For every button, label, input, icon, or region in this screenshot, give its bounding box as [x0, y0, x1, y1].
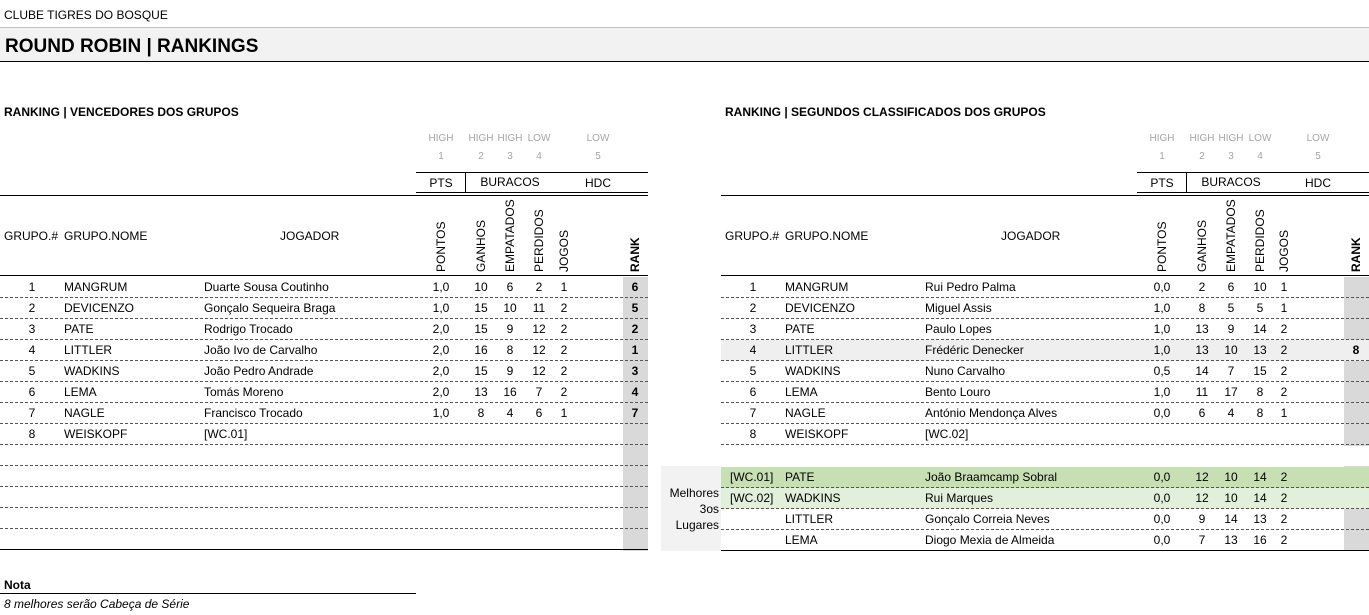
perdidos: 12: [532, 343, 546, 357]
left-group-header-top: [416, 172, 648, 173]
left-criterion-dir: LOW: [586, 133, 610, 144]
grupo-num: 2: [749, 301, 757, 315]
jogador: Tomás Moreno: [204, 385, 284, 399]
right-criterion-dir: HIGH: [1218, 133, 1244, 144]
jogos: 2: [1280, 343, 1288, 357]
wildcard-label-line3: Lugares: [675, 518, 719, 532]
left-table-row: [0, 361, 648, 382]
pontos: 1,0: [432, 280, 450, 294]
ganhos: 15: [474, 301, 488, 315]
empatados: 13: [1224, 533, 1238, 547]
right-buracos-group: BURACOS: [1201, 175, 1261, 189]
perdidos: 7: [535, 385, 543, 399]
right-criterion-num: 2: [1199, 151, 1205, 162]
right-table-row: [721, 361, 1369, 382]
right-group-header-bottom: [1137, 192, 1369, 193]
rank: 4: [631, 385, 639, 399]
left-criterion-num: 5: [595, 151, 601, 162]
wildcard-label-line1: Melhores: [669, 486, 719, 500]
left-criterion-num: 2: [478, 151, 484, 162]
grupo-nome: NAGLE: [64, 406, 105, 420]
jogador: João Braamcamp Sobral: [925, 470, 1058, 484]
pontos: 2,0: [432, 364, 450, 378]
jogos: 2: [560, 364, 568, 378]
left-table-row: [0, 298, 648, 319]
jogos: 1: [1280, 301, 1288, 315]
perdidos: 10: [1253, 280, 1267, 294]
ganhos: 13: [1195, 343, 1209, 357]
perdidos: 13: [1253, 343, 1267, 357]
right-header-grupo-nome: GRUPO.NOME: [785, 229, 869, 243]
right-table-row: [721, 277, 1369, 298]
left-hdc-group: HDC: [585, 176, 611, 190]
grupo-nome: LEMA: [785, 533, 818, 547]
right-criterion-num: 1: [1159, 151, 1165, 162]
right-table-row: [721, 319, 1369, 340]
left-criterion-num: 1: [438, 151, 444, 162]
club-name: CLUBE TIGRES DO BOSQUE: [4, 8, 168, 22]
right-header-bottom-line: [721, 275, 1369, 276]
jogos: 2: [560, 301, 568, 315]
right-header-jogador: JOGADOR: [1001, 229, 1061, 243]
grupo-nome: PATE: [785, 470, 815, 484]
right-criterion-dir: HIGH: [1149, 133, 1175, 144]
ganhos: 9: [1198, 512, 1206, 526]
jogador: João Ivo de Carvalho: [204, 343, 318, 357]
pontos: 0,0: [1153, 533, 1171, 547]
jogos: 2: [560, 343, 568, 357]
jogos: 2: [1280, 322, 1288, 336]
pontos: 1,0: [1153, 301, 1171, 315]
grupo-num: 1: [749, 280, 757, 294]
jogos: 1: [560, 280, 568, 294]
perdidos: 14: [1253, 322, 1267, 336]
right-header-grupo-num: GRUPO.#: [725, 229, 780, 243]
right-criterion-num: 4: [1257, 151, 1263, 162]
perdidos: 14: [1253, 470, 1267, 484]
jogos: 1: [1280, 280, 1288, 294]
right-header-empatados: EMPATADOS: [1224, 199, 1238, 272]
left-header-perdidos: PERDIDOS: [532, 209, 546, 272]
perdidos: 12: [532, 364, 546, 378]
left-criterion-dir: LOW: [527, 133, 551, 144]
grupo-num: 8: [28, 427, 36, 441]
pontos: 1,0: [1153, 322, 1171, 336]
grupo-num: 7: [749, 406, 757, 420]
left-header-rank: RANK: [628, 237, 642, 272]
jogador: Bento Louro: [925, 385, 991, 399]
ganhos: 2: [1198, 280, 1206, 294]
grupo-num: 8: [749, 427, 757, 441]
grupo-num: 6: [28, 385, 36, 399]
grupo-nome: WADKINS: [785, 364, 841, 378]
empatados: 4: [1227, 406, 1235, 420]
ganhos: 12: [1195, 491, 1209, 505]
rank: 8: [1352, 343, 1360, 357]
grupo-num: 4: [749, 343, 757, 357]
ganhos: 6: [1198, 406, 1206, 420]
empatados: 10: [1224, 470, 1238, 484]
left-table-row: [0, 277, 648, 298]
left-criterion-num: 3: [507, 151, 513, 162]
jogador: [WC.01]: [204, 427, 248, 441]
right-header-ganhos: GANHOS: [1195, 219, 1209, 272]
grupo-num: 6: [749, 385, 757, 399]
left-buracos-group: BURACOS: [480, 175, 540, 189]
jogos: 2: [1280, 385, 1288, 399]
note-text: 8 melhores serão Cabeça de Série: [4, 597, 190, 611]
jogador: Gonçalo Correia Neves: [925, 512, 1050, 526]
jogador: Gonçalo Sequeira Braga: [204, 301, 336, 315]
perdidos: 8: [1256, 385, 1264, 399]
pontos: 1,0: [1153, 385, 1171, 399]
empatados: 9: [506, 322, 514, 336]
wildcard-row: [721, 467, 1369, 488]
grupo-num: 1: [28, 280, 36, 294]
page-title: ROUND ROBIN | RANKINGS: [5, 36, 259, 57]
left-header-ganhos: GANHOS: [474, 219, 488, 272]
pontos: 2,0: [432, 322, 450, 336]
grupo-nome: NAGLE: [785, 406, 826, 420]
jogos: 2: [1280, 470, 1288, 484]
rank: 2: [631, 322, 639, 336]
ganhos: 10: [474, 280, 488, 294]
grupo-num: 3: [749, 322, 757, 336]
grupo-nome: PATE: [785, 322, 815, 336]
left-header-bottom-line: [0, 275, 648, 276]
perdidos: 14: [1253, 491, 1267, 505]
right-section-title: RANKING | SEGUNDOS CLASSIFICADOS DOS GRUPOS: [725, 105, 1046, 119]
right-header-top-line: [721, 195, 1369, 196]
ganhos: 12: [1195, 470, 1209, 484]
left-header-top-line: [0, 195, 648, 196]
right-criterion-dir: HIGH: [1189, 133, 1215, 144]
jogador: Paulo Lopes: [925, 322, 992, 336]
ganhos: 15: [474, 322, 488, 336]
jogos: 2: [560, 385, 568, 399]
right-hdc-group: HDC: [1305, 176, 1331, 190]
right-criterion-dir: LOW: [1306, 133, 1330, 144]
grupo-nome: MANGRUM: [785, 280, 849, 294]
grupo-num: 7: [28, 406, 36, 420]
left-header-jogos: JOGOS: [557, 229, 571, 272]
jogador: Miguel Assis: [925, 301, 992, 315]
empatados: 17: [1224, 385, 1238, 399]
perdidos: 16: [1253, 533, 1267, 547]
perdidos: 2: [535, 280, 543, 294]
rank: 5: [631, 301, 639, 315]
left-table-row: [0, 529, 648, 550]
rank: 7: [631, 406, 639, 420]
grupo-nome: MANGRUM: [64, 280, 128, 294]
empatados: 10: [1224, 343, 1238, 357]
left-table-row: [0, 340, 648, 361]
empatados: 14: [1224, 512, 1238, 526]
note-divider: [0, 593, 416, 594]
jogos: 2: [1280, 512, 1288, 526]
empatados: 9: [1227, 322, 1235, 336]
rank: 3: [631, 364, 639, 378]
right-criterion-dir: LOW: [1248, 133, 1272, 144]
right-criterion-num: 3: [1228, 151, 1234, 162]
right-rank-gap: [1344, 446, 1369, 466]
right-header-perdidos: PERDIDOS: [1253, 209, 1267, 272]
jogador: Frédéric Denecker: [925, 343, 1024, 357]
ganhos: 7: [1198, 533, 1206, 547]
jogador: [WC.02]: [925, 427, 969, 441]
grupo-num: 5: [28, 364, 36, 378]
left-group-header-bottom: [416, 192, 648, 193]
wildcard-code: [WC.02]: [730, 491, 774, 505]
jogador: João Pedro Andrade: [204, 364, 314, 378]
empatados: 6: [506, 280, 514, 294]
grupo-num: 4: [28, 343, 36, 357]
wildcard-label-line2: 3os: [699, 502, 719, 516]
left-header-grupo-nome: GRUPO.NOME: [64, 229, 148, 243]
right-table-row: [721, 298, 1369, 319]
jogador: António Mendonça Alves: [925, 406, 1058, 420]
left-header-grupo-num: GRUPO.#: [4, 229, 59, 243]
left-criterion-dir: HIGH: [428, 133, 454, 144]
left-table-row: [0, 487, 648, 508]
perdidos: 13: [1253, 512, 1267, 526]
wildcard-row: [721, 488, 1369, 509]
wildcard-code: [WC.01]: [730, 470, 774, 484]
right-table-row: [721, 403, 1369, 424]
grupo-nome: LITTLER: [785, 343, 834, 357]
grupo-num: 3: [28, 322, 36, 336]
pontos: 0,5: [1153, 364, 1171, 378]
pontos: 2,0: [432, 385, 450, 399]
wildcard-row: [721, 530, 1369, 551]
jogador: Rodrigo Trocado: [204, 322, 293, 336]
jogos: 2: [1280, 491, 1288, 505]
left-criterion-dir: HIGH: [497, 133, 523, 144]
jogador: Francisco Trocado: [204, 406, 303, 420]
jogador: Nuno Carvalho: [925, 364, 1006, 378]
left-header-jogador: JOGADOR: [280, 229, 340, 243]
pontos: 0,0: [1153, 406, 1171, 420]
empatados: 4: [506, 406, 514, 420]
ganhos: 16: [474, 343, 488, 357]
perdidos: 12: [532, 322, 546, 336]
perdidos: 11: [532, 301, 546, 315]
pontos: 1,0: [432, 406, 450, 420]
empatados: 10: [1224, 491, 1238, 505]
perdidos: 15: [1253, 364, 1267, 378]
ganhos: 13: [1195, 322, 1209, 336]
grupo-nome: WEISKOPF: [785, 427, 849, 441]
ganhos: 15: [474, 364, 488, 378]
left-header-empatados: EMPATADOS: [503, 199, 517, 272]
left-table-row: [0, 382, 648, 403]
grupo-nome: DEVICENZO: [64, 301, 135, 315]
left-criterion-num: 4: [536, 151, 542, 162]
right-table-row: [721, 382, 1369, 403]
pontos: 0,0: [1153, 491, 1171, 505]
right-table-row: [721, 340, 1369, 361]
pontos: 0,0: [1153, 512, 1171, 526]
ganhos: 14: [1195, 364, 1209, 378]
wildcard-label-box: [661, 466, 721, 551]
pontos: 1,0: [1153, 343, 1171, 357]
grupo-nome: LITTLER: [785, 512, 834, 526]
right-header-rank: RANK: [1349, 237, 1363, 272]
right-header-pontos: PONTOS: [1155, 221, 1169, 272]
empatados: 10: [503, 301, 517, 315]
jogador: Diogo Mexia de Almeida: [925, 533, 1055, 547]
right-group-header-top: [1137, 172, 1369, 173]
grupo-nome: PATE: [64, 322, 94, 336]
left-criterion-dir: HIGH: [468, 133, 494, 144]
pontos: 1,0: [432, 301, 450, 315]
jogador: Rui Marques: [925, 491, 994, 505]
left-pts-group: PTS: [429, 176, 453, 190]
jogos: 2: [1280, 533, 1288, 547]
left-header-pontos: PONTOS: [434, 221, 448, 272]
left-table-row: [0, 319, 648, 340]
left-section-title: RANKING | VENCEDORES DOS GRUPOS: [4, 105, 239, 119]
perdidos: 5: [1256, 301, 1264, 315]
ganhos: 13: [474, 385, 488, 399]
ganhos: 8: [1198, 301, 1206, 315]
empatados: 7: [1227, 364, 1235, 378]
rank: 1: [631, 343, 639, 357]
grupo-num: 5: [749, 364, 757, 378]
jogos: 2: [560, 322, 568, 336]
grupo-nome: WADKINS: [64, 364, 120, 378]
empatados: 8: [506, 343, 514, 357]
grupo-nome: WADKINS: [785, 491, 841, 505]
grupo-nome: LITTLER: [64, 343, 113, 357]
left-table-row: [0, 424, 648, 445]
grupo-nome: DEVICENZO: [785, 301, 856, 315]
right-pts-group: PTS: [1150, 176, 1174, 190]
empatados: 9: [506, 364, 514, 378]
rank: 6: [631, 280, 639, 294]
jogos: 1: [1280, 406, 1288, 420]
grupo-nome: WEISKOPF: [64, 427, 128, 441]
right-header-jogos: JOGOS: [1277, 229, 1291, 272]
grupo-nome: LEMA: [64, 385, 97, 399]
left-table-row: [0, 445, 648, 466]
note-title: Nota: [4, 578, 31, 592]
title-bar: [0, 27, 1369, 62]
perdidos: 6: [535, 406, 543, 420]
jogador: Rui Pedro Palma: [925, 280, 1016, 294]
right-criterion-num: 5: [1315, 151, 1321, 162]
grupo-num: 2: [28, 301, 36, 315]
ganhos: 11: [1195, 385, 1209, 399]
left-table-row: [0, 403, 648, 424]
grupo-nome: LEMA: [785, 385, 818, 399]
pontos: 0,0: [1153, 280, 1171, 294]
ganhos: 8: [477, 406, 485, 420]
jogos: 1: [560, 406, 568, 420]
empatados: 16: [503, 385, 517, 399]
empatados: 5: [1227, 301, 1235, 315]
wildcard-row: [721, 509, 1369, 530]
empatados: 6: [1227, 280, 1235, 294]
right-table-row: [721, 424, 1369, 445]
jogos: 2: [1280, 364, 1288, 378]
pontos: 2,0: [432, 343, 450, 357]
jogador: Duarte Sousa Coutinho: [204, 280, 329, 294]
left-table-row: [0, 466, 648, 487]
perdidos: 8: [1256, 406, 1264, 420]
pontos: 0,0: [1153, 470, 1171, 484]
left-table-row: [0, 508, 648, 529]
